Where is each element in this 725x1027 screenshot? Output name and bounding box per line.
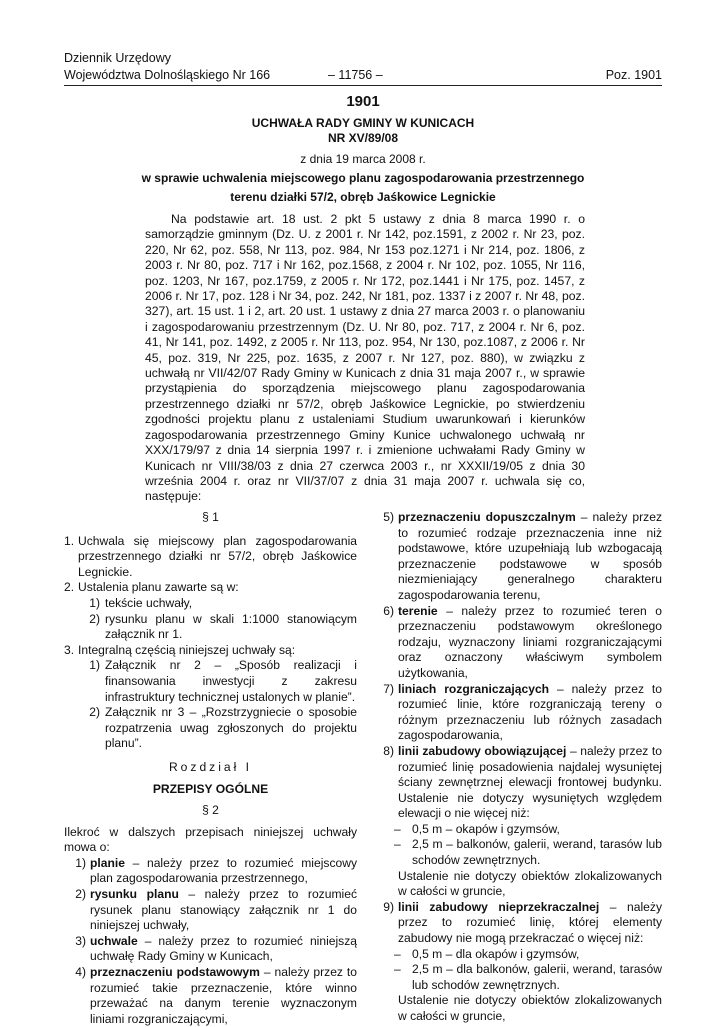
section-2-intro: Ilekroć w dalszych przepisach niniejszej uchwały mowa o:	[64, 824, 357, 855]
journal-name: Dziennik Urzędowy	[64, 51, 171, 65]
definition-term: liniach rozgraniczających	[398, 681, 550, 696]
definition-term: planie	[90, 855, 125, 870]
definition-note: Ustalenie nie dotyczy obiektów zlokalizowanych w całości w gruncie,	[398, 993, 662, 1023]
section-2-heading: § 2	[202, 803, 219, 818]
dash-item: – 2,5 m – dla balkonów, galerii, werand, tarasów lub schodów zewnętrznych.	[394, 962, 662, 992]
definition-item: 7) liniach rozgraniczających – należy przez to rozumieć linie, które rozgraniczają tereny o różnym przeznaczeniu lub różnych zasadach zagospodarowania,	[383, 681, 662, 743]
definition-item: 3) uchwale – należy przez to rozumieć niniejszą uchwałę Rady Gminy w Kunicach,	[75, 933, 357, 964]
resolution-id: NR XV/89/08	[327, 131, 399, 145]
definition-item: 1) planie – należy przez to rozumieć miejscowy plan zagospodarowania przestrzennego,	[75, 855, 357, 886]
page-number: – 11756 –	[328, 68, 383, 82]
preamble	[145, 212, 585, 505]
resolution-subject-line1: w sprawie uchwalenia miejscowego planu zagospodarowania przestrzennego	[141, 171, 585, 185]
page-header	[64, 50, 662, 86]
section-1-heading: § 1	[202, 510, 219, 524]
definition-term: uchwale	[90, 933, 138, 948]
definition-item: 5) przeznaczeniu dopuszczalnym – należy przez to rozumieć rodzaje przeznaczenia inne niż podstawowe, które uzupełniają lub wzbogacają przeznaczenie podstawowe w sposób niezmieniający generalnego charakteru zagospodarowania terenu,	[383, 510, 662, 602]
chapter-heading: Rozdział I	[168, 759, 253, 774]
chapter-title: PRZEPISY OGÓLNE	[152, 781, 269, 796]
definition-term: przeznaczeniu dopuszczalnym	[398, 510, 576, 524]
definition-note: Ustalenie nie dotyczy obiektów zlokalizowanych w całości w gruncie,	[398, 868, 662, 899]
definition-term: przeznaczeniu podstawowym	[90, 965, 260, 980]
list-subitem: 1) tekście uchwały,	[89, 595, 193, 610]
list-subitem: 1) Załącznik nr 2 – „Sposób realizacji i finansowania inwestycji z zakresu infrastruktury technicznej ustalonych w planie”.	[89, 658, 357, 704]
list-item: 3. Integralną częścią niniejszej uchwały są:	[64, 642, 296, 657]
resolution-title-block	[64, 93, 662, 205]
position-number: Poz. 1901	[605, 68, 662, 82]
journal-voivodeship: Województwa Dolnośląskiego Nr 166	[64, 68, 271, 82]
dash-item: – 0,5 m – okapów i gzymsów,	[394, 821, 560, 836]
dash-item: – 0,5 m – dla okapów i gzymsów,	[394, 946, 580, 961]
definition-item: 8) linii zabudowy obowiązującej – należy przez to rozumieć linię posadowienia najdalej wysuniętej ściany zewnętrznej elewacji frontowej budynku. Ustalenie nie dotyczy wysuniętych względem elewacji o nie więcej niż:	[383, 743, 662, 821]
definition-term: terenie	[398, 603, 438, 618]
definition-term: linii zabudowy nieprzekraczalnej	[398, 899, 600, 914]
list-subitem: 2) Załącznik nr 3 – „Rozstrzygniecie o sposobie rozpatrzenia uwag zgłoszonych do projektu planu”.	[89, 705, 357, 751]
dash-item: – 2,5 m – balkonów, galerii, werand, tarasów lub schodów zewnętrznych.	[394, 837, 662, 868]
list-item: 2. Ustalenia planu zawarte są w:	[64, 580, 239, 595]
right-column	[376, 510, 662, 1025]
resolution-date: z dnia 19 marca 2008 r.	[300, 152, 426, 166]
list-item: 1. Uchwala się miejscowy plan zagospodarowania przestrzennego działki nr 57/2, obręb Jaśkowice Legnickie.	[64, 533, 357, 579]
resolution-subject-line2: terenu działki 57/2, obręb Jaśkowice Legnickie	[230, 190, 496, 204]
definition-item: 4) przeznaczeniu podstawowym – należy przez to rozumieć takie przeznaczenie, które winno przeważać na danym terenie wyznaczonym liniami rozgraniczającymi,	[75, 965, 357, 1026]
definition-item: 2) rysunku planu – należy przez to rozumieć rysunek planu stanowiący załącznik nr 1 do niniejszej uchwały,	[75, 887, 357, 933]
resolution-title: UCHWAŁA RADY GMINY W KUNICACH	[251, 116, 475, 130]
definition-term: linii zabudowy obowiązującej	[398, 743, 567, 758]
resolution-number: 1901	[346, 93, 380, 110]
left-column	[64, 510, 357, 1027]
preamble-text: Na podstawie art. 18 ust. 2 pkt 5 ustawy z dnia 8 marca 1990 r. o samorządzie gminnym (Dz. U. z 2001 r. Nr 142, poz.1591, z 2002 r. Nr 23, poz. 220, Nr 62, poz. 558, Nr 113, poz. 984, Nr 153 poz.1271 i Nr 214, poz. 1806, z 2003 r. Nr 80, poz. 717 i Nr 162, poz.1568, z 2004 r. Nr 102, poz. 1055, Nr 116, poz. 1203, Nr 167, poz.1759, z 2005 r. Nr 172, poz.1441 i Nr 175, poz. 1457, z 2006 r. Nr 17, poz. 128 i Nr 34, poz. 242, Nr 181, poz. 1337 i z 2007 r. Nr 48, poz. 327), art. 15 ust. 1 i 2, art. 20 ust. 1 ustawy z dnia 27 marca 2003 r. o planowaniu i zagospodarowaniu przestrzennym (Dz. U. Nr 80, poz. 717, z 2004 r. Nr 6, poz. 41, Nr 141, poz. 1492, z 2005 r. Nr 113, poz. 954, Nr 130, poz.1087, z 2006 r. Nr 45, poz. 319, Nr 225, poz. 1635, z 2007 r. Nr 127, poz. 880), w związku z uchwałą nr VII/42/07 Rady Gminy w Kunicach z dnia 31 maja 2007 r., w sprawie przystąpienia do sporządzenia miejscowego planu zagospodarowania przestrzennego działki nr 57/2, obręb Jaśkowice Legnickie, po stwierdzeniu zgodności projektu planu z ustaleniami Studium uwarunkowań i kierunków zagospodarowania przestrzennego Gminy Kunice uchwalonego uchwałą nr XXX/179/97 z dnia 14 sierpnia 1997 r. i zmienione uchwałami Rady Gminy w Kunicach nr VIII/38/03 z dnia 27 czerwca 2003 r., nr XXXII/19/05 z dnia 30 września 2004 r. oraz nr VII/37/07 z dnia 31 maja 2007 r. uchwala się co, następuje:	[145, 212, 585, 504]
definition-term: rysunku planu	[90, 887, 179, 902]
definition-item: 9) linii zabudowy nieprzekraczalnej – należy przez to rozumieć linię, której elementy zabudowy nie mogą przekraczać o więcej niż:	[383, 899, 662, 946]
definition-item: 6) terenie – należy przez to rozumieć teren o przeznaczeniu podstawowym określonego rodzaju, wyznaczony liniami rozgraniczającymi oraz oznaczony właściwym symbolem użytkowania,	[383, 603, 662, 680]
list-subitem: 2) rysunku planu w skali 1:1000 stanowiącym załącznik nr 1.	[89, 611, 357, 642]
